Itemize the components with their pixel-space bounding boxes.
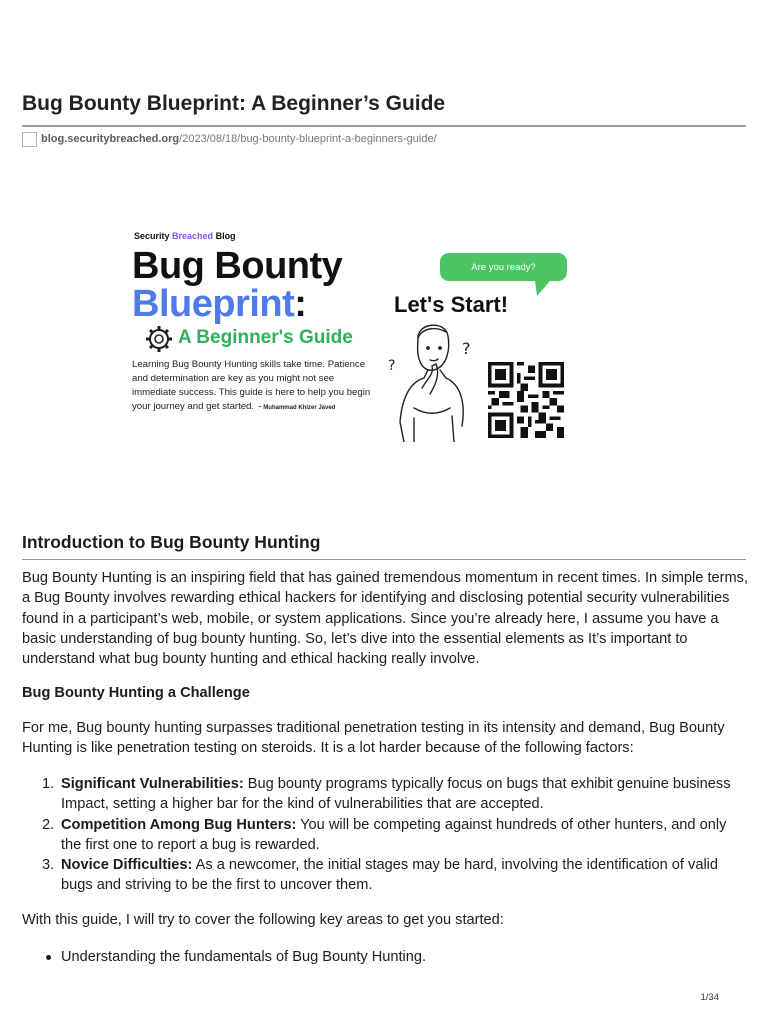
list-item-term: Competition Among Bug Hunters:	[61, 816, 297, 833]
hero-subtitle: A Beginner's Guide	[178, 327, 353, 348]
list-item-term: Novice Difficulties:	[61, 857, 193, 874]
list-item-text: Bug bounty programs typically focus on bugs that exhibit genuine business Impact, setting a higher bar for the kind of vulnerabilities that are accepted.	[61, 776, 731, 813]
hero-blurb-text: Learning Bug Bounty Hunting skills take time. Patience and determination are key as you might not see immediate success. This guide is here to help you begin your journey and get started.	[132, 359, 371, 412]
list-item	[42, 774, 748, 815]
source-domain: blog.securitybreached.org	[41, 133, 180, 145]
title-divider	[22, 125, 746, 127]
svg-text:?: ?	[462, 339, 471, 358]
list-number: 3.	[42, 857, 55, 874]
blog-tag-part: Blog	[213, 231, 236, 241]
list-item-text: You will be competing against hundreds of other hunters, and only the first one to report a bug is rewarded.	[61, 816, 727, 853]
gear-icon	[144, 324, 174, 354]
hero-title-line2-text: Blueprint	[132, 283, 295, 325]
guide-paragraph: With this guide, I will try to cover the following key areas to get you started:	[22, 912, 504, 928]
list-item	[42, 815, 748, 856]
speech-bubble-tail	[529, 280, 551, 296]
source-url[interactable]	[22, 131, 437, 147]
hero-cta: Let's Start!	[394, 292, 509, 317]
thinking-person-icon	[388, 318, 478, 442]
list-item: Understanding the fundamentals of Bug Bounty Hunting.	[42, 947, 748, 967]
hero-title-colon: :	[294, 283, 307, 325]
section-heading-introduction: Introduction to Bug Bounty Hunting	[22, 532, 321, 552]
challenge-factors-list	[42, 774, 748, 896]
page-number: 1/34	[700, 992, 719, 1003]
blog-tag	[134, 231, 236, 241]
list-number: 1.	[42, 776, 55, 792]
section-divider	[22, 559, 746, 560]
hero-title-line2	[132, 282, 306, 326]
hero-blurb	[132, 358, 372, 415]
hero-author: ~ Muhammad Khizer Javed	[258, 405, 336, 411]
favicon-icon	[22, 132, 37, 147]
subheading-challenge: Bug Bounty Hunting a Challenge	[22, 685, 250, 701]
hero-banner	[128, 222, 578, 444]
list-item-term: Significant Vulnerabilities:	[61, 776, 244, 792]
qr-code-icon	[486, 362, 566, 438]
key-areas-list	[42, 947, 748, 967]
svg-text:?: ?	[388, 358, 396, 374]
blog-tag-part: Security	[134, 231, 173, 241]
intro-paragraph: Bug Bounty Hunting is an inspiring field that has gained tremendous momentum in recent times. In simple terms, a Bug Bounty involves rewarding ethical hackers for identifying and disclosing potential security vulnerabilities found in a participant’s web, mobile, or system applications. Since you’re already here, I assume you have a basic understanding of bug bounty hunting. So, let’s dive into the essential elements as It’s important to understand what bug bounty hunting and ethical hacking really involve.	[22, 570, 748, 668]
speech-bubble: Are you ready?	[440, 253, 567, 281]
challenge-paragraph: For me, Bug bounty hunting surpasses traditional penetration testing in its intensity and demand, Bug Bounty Hunting is like penetration testing on steroids. It is a lot harder because of the following factors:	[22, 720, 725, 757]
source-path: /2023/08/18/bug-bounty-blueprint-a-beginners-guide/	[179, 133, 437, 145]
page-title: Bug Bounty Blueprint: A Beginner’s Guide	[22, 92, 446, 115]
list-item	[42, 855, 748, 896]
list-item-text: As a newcomer, the initial stages may be hard, involving the identification of valid bugs and striving to be the first to uncover them.	[61, 857, 719, 894]
list-number: 2.	[42, 816, 55, 833]
hero-title-line1: Bug Bounty	[132, 245, 343, 287]
blog-tag-accent: Breached	[172, 231, 214, 241]
